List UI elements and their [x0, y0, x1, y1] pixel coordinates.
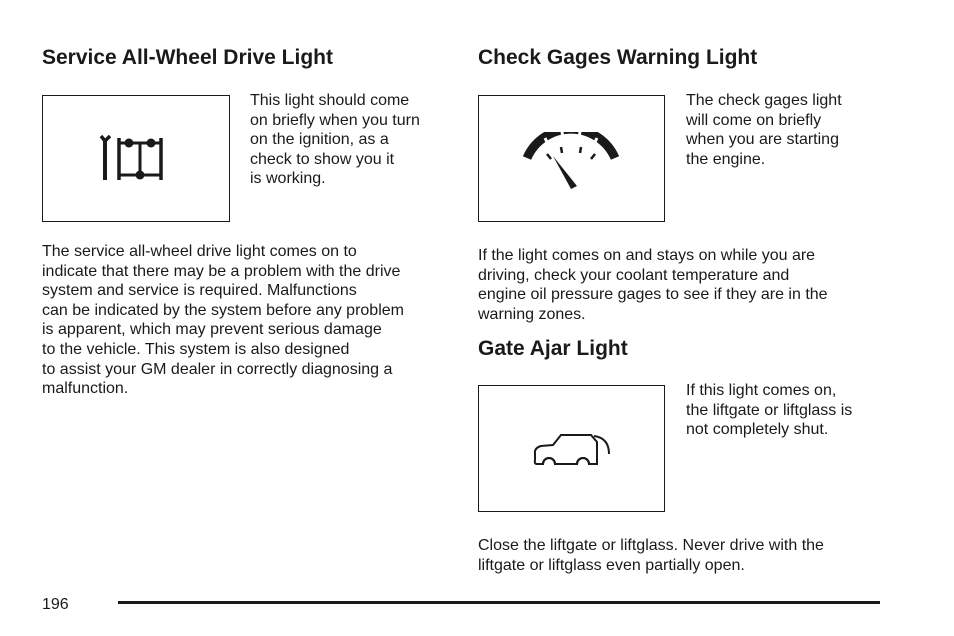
text-line: not completely shut. [686, 421, 829, 439]
text-line: is apparent, which may prevent serious damage [42, 321, 382, 339]
gate-ajar-icon [531, 430, 615, 474]
text-line: If this light comes on, [686, 382, 837, 399]
text-line: system and service is required. Malfunctions [42, 282, 357, 300]
gate-ajar-heading: Gate Ajar Light [478, 337, 628, 360]
text-line: malfunction. [42, 380, 129, 398]
text-line: can be indicated by the system before any problem [42, 301, 404, 319]
check-gages-icon [519, 132, 623, 190]
gate-ajar-icon-box [478, 385, 665, 512]
text-line: warning zones. [478, 305, 586, 323]
text-line: engine oil pressure gages to see if they are in the [478, 286, 828, 304]
check-gages-heading: Check Gages Warning Light [478, 46, 758, 69]
service-awd-body-text [42, 242, 404, 399]
text-line: to assist your GM dealer in correctly diagnosing a [42, 360, 393, 378]
text-line: The service all-wheel drive light comes on to [42, 243, 357, 260]
gate-ajar-side-text [686, 381, 852, 440]
text-line: check to show you it [250, 150, 395, 168]
text-line: on the ignition, as a [250, 131, 389, 149]
text-line: to the vehicle. This system is also designed [42, 340, 350, 358]
service-awd-side-text [250, 91, 420, 189]
text-line: when you are starting [686, 131, 839, 149]
page-number: 196 [42, 596, 69, 613]
text-line: liftgate or liftglass even partially open. [478, 556, 745, 574]
text-line: on briefly when you turn [250, 111, 420, 129]
service-awd-icon [99, 134, 169, 186]
text-line: is working. [250, 170, 326, 188]
text-line: indicate that there may be a problem with the drive [42, 262, 401, 280]
text-line: Close the liftgate or liftglass. Never drive with the [478, 537, 824, 554]
text-line: the liftgate or liftglass is [686, 401, 853, 419]
text-line: If the light comes on and stays on while you are [478, 247, 816, 264]
text-line: will come on briefly [686, 111, 822, 129]
text-line: This light should come [250, 92, 410, 109]
footer-rule [118, 601, 880, 604]
service-awd-heading: Service All-Wheel Drive Light [42, 46, 333, 69]
text-line: the engine. [686, 150, 766, 168]
service-awd-icon-box [42, 95, 230, 222]
text-line: driving, check your coolant temperature and [478, 266, 790, 284]
check-gages-icon-box [478, 95, 665, 222]
gate-ajar-body-text [478, 536, 824, 575]
text-line: The check gages light [686, 92, 842, 109]
check-gages-side-text [686, 91, 842, 169]
check-gages-body-text [478, 246, 828, 324]
